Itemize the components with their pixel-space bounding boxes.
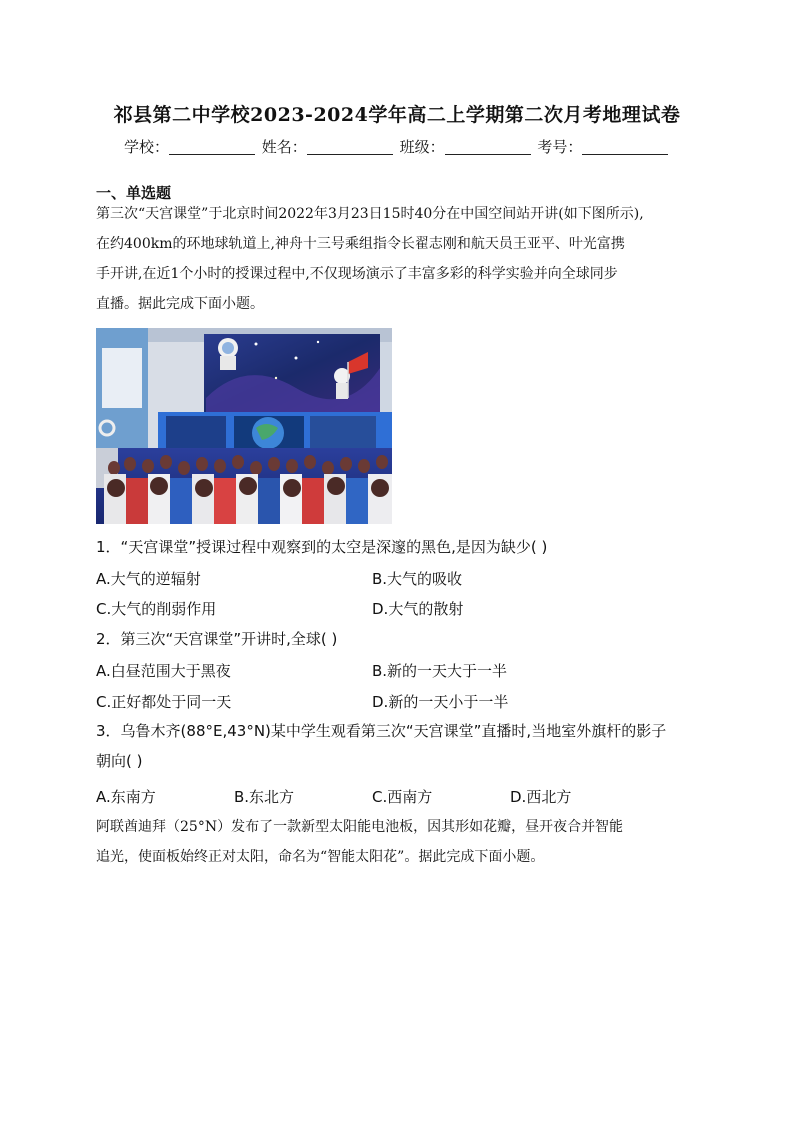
q2-option-d[interactable]: D.新的一天小于一半 bbox=[372, 693, 509, 711]
tiangong-classroom-photo bbox=[96, 328, 392, 524]
name-blank[interactable] bbox=[307, 140, 393, 155]
passage-1-line: 第三次“天宫课堂”于北京时间2022年3月23日15时40分在中国空间站开讲(如下图所示), bbox=[96, 206, 644, 222]
q2-option-b[interactable]: B.新的一天大于一半 bbox=[372, 662, 508, 680]
q2-option-c[interactable]: C.正好都处于同一天 bbox=[96, 693, 232, 711]
passage-1-line: 手开讲,在近1个小时的授课过程中,不仅现场演示了丰富多彩的科学实验并向全球同步 bbox=[96, 266, 618, 282]
q1-option-c[interactable]: C.大气的削弱作用 bbox=[96, 600, 217, 618]
class-label: 班级： bbox=[399, 138, 445, 156]
passage-1-line: 直播。据此完成下面小题。 bbox=[96, 296, 264, 312]
q1-option-a[interactable]: A.大气的逆辐射 bbox=[96, 570, 201, 588]
passage-2-line: 追光，使面板始终正对太阳，命名为“智能太阳花”。据此完成下面小题。 bbox=[96, 849, 545, 865]
school-blank[interactable] bbox=[169, 140, 255, 155]
section-heading: 一、单选题 bbox=[96, 184, 172, 202]
student-info-row bbox=[124, 136, 684, 157]
photo-illustration bbox=[96, 328, 392, 524]
passage-2 bbox=[96, 812, 700, 872]
q1-option-d[interactable]: D.大气的散射 bbox=[372, 600, 464, 618]
q3-option-b[interactable]: B.东北方 bbox=[234, 788, 295, 806]
question-3-stem-line: 3．乌鲁木齐(88°E,43°N)某中学生观看第三次“天宫课堂”直播时,当地室外旗杆的影子 bbox=[96, 722, 667, 740]
q3-option-d[interactable]: D.西北方 bbox=[510, 788, 572, 806]
exam-number-blank[interactable] bbox=[582, 140, 668, 155]
q3-option-a[interactable]: A.东南方 bbox=[96, 788, 156, 806]
name-label: 姓名： bbox=[261, 138, 307, 156]
passage-2-line: 阿联酋迪拜（25°N）发布了一款新型太阳能电池板，因其形如花瓣，昼开夜合并智能 bbox=[96, 819, 624, 835]
class-blank[interactable] bbox=[445, 140, 531, 155]
question-3-stem bbox=[96, 716, 706, 776]
page-title: 祁县第二中学校2023-2024学年高二上学期第二次月考地理试卷 bbox=[113, 104, 681, 126]
q3-option-c[interactable]: C.西南方 bbox=[372, 788, 433, 806]
question-1-stem: 1．“天宫课堂”授课过程中观察到的太空是深邃的黑色,是因为缺少( ) bbox=[96, 538, 548, 556]
passage-1-line: 在约400km的环地球轨道上,神舟十三号乘组指令长翟志刚和航天员王亚平、叶光富携 bbox=[96, 236, 625, 252]
q2-option-a[interactable]: A.白昼范围大于黑夜 bbox=[96, 662, 231, 680]
exam-number-label: 考号： bbox=[537, 138, 583, 156]
question-3-stem-line: 朝向( ) bbox=[96, 752, 143, 770]
q1-option-b[interactable]: B.大气的吸收 bbox=[372, 570, 463, 588]
passage-1 bbox=[96, 199, 700, 319]
school-label: 学校： bbox=[124, 138, 170, 156]
question-2-stem: 2．第三次“天宫课堂”开讲时,全球( ) bbox=[96, 630, 338, 648]
